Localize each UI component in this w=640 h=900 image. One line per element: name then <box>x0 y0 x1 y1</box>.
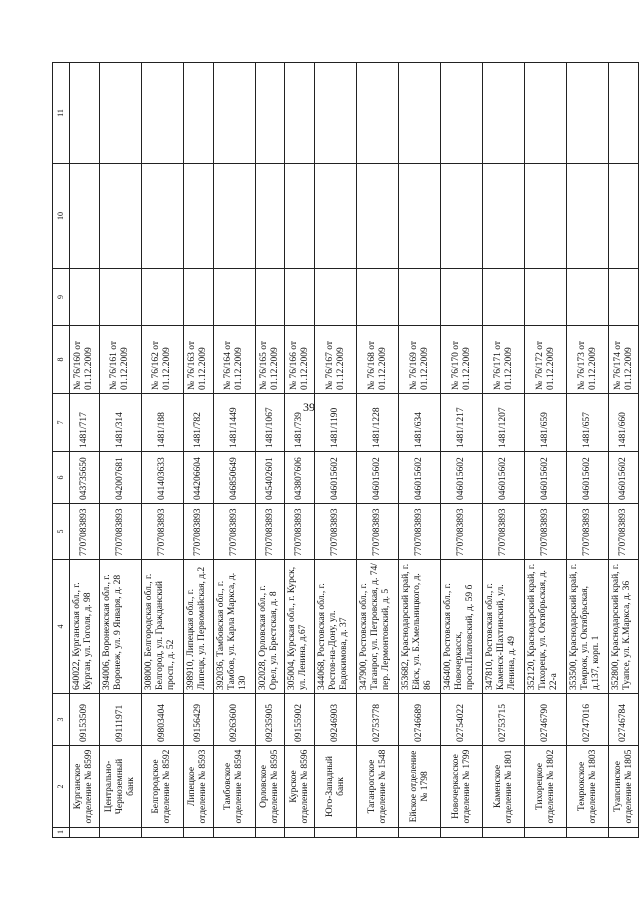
column-11-cell <box>609 63 639 164</box>
column-number: 8 <box>53 326 70 394</box>
table-row <box>357 63 399 838</box>
table-row <box>525 63 567 838</box>
document-cell: № 76/171 от 01.12.2009 <box>483 326 525 394</box>
inn-cell: 7707083893 <box>255 504 285 560</box>
document-cell: № 76/166 от 01.12.2009 <box>285 326 315 394</box>
branch-name-cell: Центрально-Черноземный банк <box>99 746 141 828</box>
bik-cell: 043735650 <box>70 452 100 504</box>
bik-cell: 046015602 <box>315 452 357 504</box>
document-cell: № 76/164 от 01.12.2009 <box>213 326 255 394</box>
column-11-cell <box>141 63 183 164</box>
document-cell: № 76/168 от 01.12.2009 <box>357 326 399 394</box>
registration-number-cell: 1481/659 <box>525 394 567 452</box>
okpo-cell: 02746689 <box>399 694 441 746</box>
branch-name-cell: Липецкое отделение № 8593 <box>183 746 213 828</box>
column-11-cell <box>483 63 525 164</box>
column-9-cell <box>213 269 255 326</box>
inn-cell: 7707083893 <box>609 504 639 560</box>
registration-number-cell: 1481/188 <box>141 394 183 452</box>
branch-name-cell: Курское отделение № 8596 <box>285 746 315 828</box>
column-10-cell <box>567 164 609 269</box>
bik-cell: 046015602 <box>441 452 483 504</box>
table-row <box>609 63 639 838</box>
column-10-cell <box>255 164 285 269</box>
branch-name-cell: Тамбовское отделение № 8594 <box>213 746 255 828</box>
branch-name-cell: Юго-Западный банк <box>315 746 357 828</box>
row-number-cell <box>567 828 609 838</box>
table-row <box>441 63 483 838</box>
address-cell: 353682, Краснодарский край, г. Ейск, ул. Б.Хмельницкого, д. 86 <box>399 560 441 694</box>
inn-cell: 7707083893 <box>141 504 183 560</box>
okpo-cell: 09156429 <box>183 694 213 746</box>
table-row <box>99 63 141 838</box>
row-number-cell <box>255 828 285 838</box>
registration-number-cell: 1481/1449 <box>213 394 255 452</box>
row-number-cell <box>70 828 100 838</box>
column-9-cell <box>285 269 315 326</box>
page-number: 39 <box>303 400 315 414</box>
column-9-cell <box>483 269 525 326</box>
document-cell: № 76/161 от 01.12.2009 <box>99 326 141 394</box>
inn-cell: 7707083893 <box>183 504 213 560</box>
column-number: 4 <box>53 560 70 694</box>
document-cell: № 76/165 от 01.12.2009 <box>255 326 285 394</box>
okpo-cell: 09155902 <box>285 694 315 746</box>
column-9-cell <box>357 269 399 326</box>
bik-cell: 046015602 <box>357 452 399 504</box>
row-number-cell <box>315 828 357 838</box>
row-number-cell <box>483 828 525 838</box>
column-10-cell <box>525 164 567 269</box>
okpo-cell: 09153509 <box>70 694 100 746</box>
column-11-cell <box>70 63 100 164</box>
branch-name-cell: Курганское отделение № 8599 <box>70 746 100 828</box>
address-cell: 392036, Тамбовская обл., г. Тамбов, ул. Карла Маркса, д. 130 <box>213 560 255 694</box>
row-number-cell <box>285 828 315 838</box>
address-cell: 352120, Краснодарский край, г. Тихорецк, ул. Октябрьская, д. 22-а <box>525 560 567 694</box>
document-cell: № 76/173 от 01.12.2009 <box>567 326 609 394</box>
column-9-cell <box>441 269 483 326</box>
column-number: 5 <box>53 504 70 560</box>
column-11-cell <box>285 63 315 164</box>
row-number-cell <box>609 828 639 838</box>
column-11-cell <box>315 63 357 164</box>
address-cell: 640022, Курганская обл., г. Курган, ул. Гоголя, д. 98 <box>70 560 100 694</box>
table-row <box>141 63 183 838</box>
okpo-cell: 09803404 <box>141 694 183 746</box>
document-cell: № 76/169 от 01.12.2009 <box>399 326 441 394</box>
okpo-cell: 09246903 <box>315 694 357 746</box>
row-number-cell <box>183 828 213 838</box>
table-row <box>183 63 213 838</box>
bik-cell: 046015602 <box>567 452 609 504</box>
bik-cell: 046015602 <box>525 452 567 504</box>
okpo-cell: 02746784 <box>609 694 639 746</box>
table-row <box>399 63 441 838</box>
column-10-cell <box>70 164 100 269</box>
branch-name-cell: Ейское отделение № 1798 <box>399 746 441 828</box>
okpo-cell: 02746790 <box>525 694 567 746</box>
column-9-cell <box>70 269 100 326</box>
branch-name-cell: Тихорецкое отделение № 1802 <box>525 746 567 828</box>
address-cell: 302028, Орловская обл., г. Орел, ул. Брестская, д. 8 <box>255 560 285 694</box>
column-10-cell <box>315 164 357 269</box>
column-9-cell <box>255 269 285 326</box>
column-9-cell <box>183 269 213 326</box>
registration-number-cell: 1481/1190 <box>315 394 357 452</box>
okpo-cell: 02754022 <box>441 694 483 746</box>
column-11-cell <box>567 63 609 164</box>
column-9-cell <box>141 269 183 326</box>
address-cell: 308000, Белгородская обл., г. Белгород, ул. Гражданский просп., д. 52 <box>141 560 183 694</box>
inn-cell: 7707083893 <box>399 504 441 560</box>
inn-cell: 7707083893 <box>70 504 100 560</box>
document-cell: № 76/167 от 01.12.2009 <box>315 326 357 394</box>
bank-branches-table <box>52 62 639 838</box>
column-11-cell <box>441 63 483 164</box>
column-9-cell <box>315 269 357 326</box>
registration-number-cell: 1481/717 <box>70 394 100 452</box>
registration-number-cell: 1481/314 <box>99 394 141 452</box>
address-cell: 347810, Ростовская обл., г. Каменск-Шахтинский, ул. Ленина, д. 49 <box>483 560 525 694</box>
rotated-table-container <box>52 63 639 838</box>
inn-cell: 7707083893 <box>315 504 357 560</box>
branch-name-cell: Таганрогское отделение № 1548 <box>357 746 399 828</box>
table-row <box>315 63 357 838</box>
okpo-cell: 09111971 <box>99 694 141 746</box>
address-cell: 346400, Ростовская обл., г. Новочеркасск, просп.Платовский, д. 59 б <box>441 560 483 694</box>
inn-cell: 7707083893 <box>357 504 399 560</box>
table-row <box>483 63 525 838</box>
row-number-cell <box>141 828 183 838</box>
column-11-cell <box>99 63 141 164</box>
inn-cell: 7707083893 <box>213 504 255 560</box>
address-cell: 398910, Липецкая обл., г. Липецк, ул. Первомайская, д.2 <box>183 560 213 694</box>
column-11-cell <box>255 63 285 164</box>
document-cell: № 76/170 от 01.12.2009 <box>441 326 483 394</box>
branch-name-cell: Темрюкское отделение № 1803 <box>567 746 609 828</box>
branch-name-cell: Туапсинское отделение № 1805 <box>609 746 639 828</box>
column-number: 7 <box>53 394 70 452</box>
document-cell: № 76/163 от 01.12.2009 <box>183 326 213 394</box>
bik-cell: 044206604 <box>183 452 213 504</box>
registration-number-cell: 1481/739 <box>285 394 315 452</box>
column-10-cell <box>357 164 399 269</box>
table-row <box>255 63 285 838</box>
inn-cell: 7707083893 <box>567 504 609 560</box>
okpo-cell: 02747016 <box>567 694 609 746</box>
document-cell: № 76/160 от 01.12.2009 <box>70 326 100 394</box>
registration-number-cell: 1481/657 <box>567 394 609 452</box>
row-number-cell <box>213 828 255 838</box>
column-9-cell <box>567 269 609 326</box>
document-cell: № 76/174 от 01.12.2009 <box>609 326 639 394</box>
registration-number-cell: 1481/634 <box>399 394 441 452</box>
column-10-cell <box>441 164 483 269</box>
table-row <box>213 63 255 838</box>
table-row <box>285 63 315 838</box>
branch-name-cell: Орловское отделение № 8595 <box>255 746 285 828</box>
inn-cell: 7707083893 <box>99 504 141 560</box>
address-cell: 353500, Краснодарский край, г. Темрюк, ул. Октябрьская, д.137, корп. 1 <box>567 560 609 694</box>
registration-number-cell: 1481/1228 <box>357 394 399 452</box>
okpo-cell: 09263600 <box>213 694 255 746</box>
column-9-cell <box>99 269 141 326</box>
okpo-cell: 09235905 <box>255 694 285 746</box>
row-number-cell <box>99 828 141 838</box>
column-11-cell <box>357 63 399 164</box>
inn-cell: 7707083893 <box>285 504 315 560</box>
column-9-cell <box>525 269 567 326</box>
column-11-cell <box>213 63 255 164</box>
inn-cell: 7707083893 <box>525 504 567 560</box>
column-number: 1 <box>53 828 70 838</box>
okpo-cell: 02753715 <box>483 694 525 746</box>
column-10-cell <box>483 164 525 269</box>
table-row <box>70 63 100 838</box>
address-cell: 352800, Краснодарский край, г. Туапсе, ул. К.Маркса, д. 36 <box>609 560 639 694</box>
registration-number-cell: 1481/1217 <box>441 394 483 452</box>
column-9-cell <box>609 269 639 326</box>
branch-name-cell: Каменское отделение № 1801 <box>483 746 525 828</box>
address-cell: 347900, Ростовская обл., г. Таганрог, ул. Петровская, д. 74/пер. Лермонтовский, д. 5 <box>357 560 399 694</box>
inn-cell: 7707083893 <box>483 504 525 560</box>
column-10-cell <box>213 164 255 269</box>
registration-number-cell: 1481/1067 <box>255 394 285 452</box>
column-10-cell <box>285 164 315 269</box>
row-number-cell <box>357 828 399 838</box>
column-number: 10 <box>53 164 70 269</box>
column-11-cell <box>525 63 567 164</box>
bik-cell: 043807606 <box>285 452 315 504</box>
document-cell: № 76/172 от 01.12.2009 <box>525 326 567 394</box>
column-9-cell <box>399 269 441 326</box>
column-10-cell <box>609 164 639 269</box>
column-number: 2 <box>53 746 70 828</box>
registration-number-cell: 1481/660 <box>609 394 639 452</box>
column-number: 9 <box>53 269 70 326</box>
column-10-cell <box>183 164 213 269</box>
registration-number-cell: 1481/782 <box>183 394 213 452</box>
branch-name-cell: Белгородское отделение № 8592 <box>141 746 183 828</box>
bik-cell: 042007681 <box>99 452 141 504</box>
branch-name-cell: Новочеркасское отделение № 1799 <box>441 746 483 828</box>
bik-cell: 046850649 <box>213 452 255 504</box>
bik-cell: 041403633 <box>141 452 183 504</box>
bik-cell: 046015602 <box>399 452 441 504</box>
row-number-cell <box>399 828 441 838</box>
bik-cell: 046015602 <box>609 452 639 504</box>
registration-number-cell: 1481/1207 <box>483 394 525 452</box>
address-cell: 344068, Ростовская обл., г. Ростов-на-Дону, ул. Евдокимова, д. 37 <box>315 560 357 694</box>
table-row <box>567 63 609 838</box>
address-cell: 394006, Воронежская обл., г. Воронеж, ул. 9 Января, д. 28 <box>99 560 141 694</box>
row-number-cell <box>525 828 567 838</box>
column-number: 11 <box>53 63 70 164</box>
row-number-cell <box>441 828 483 838</box>
column-number-row <box>53 63 70 838</box>
bik-cell: 046015602 <box>483 452 525 504</box>
column-number: 3 <box>53 694 70 746</box>
column-10-cell <box>399 164 441 269</box>
document-cell: № 76/162 от 01.12.2009 <box>141 326 183 394</box>
bik-cell: 045402601 <box>255 452 285 504</box>
okpo-cell: 02753778 <box>357 694 399 746</box>
column-10-cell <box>99 164 141 269</box>
column-10-cell <box>141 164 183 269</box>
column-11-cell <box>399 63 441 164</box>
address-cell: 305004, Курская обл., г. Курск, ул. Ленина, д.67 <box>285 560 315 694</box>
inn-cell: 7707083893 <box>441 504 483 560</box>
column-11-cell <box>183 63 213 164</box>
column-number: 6 <box>53 452 70 504</box>
